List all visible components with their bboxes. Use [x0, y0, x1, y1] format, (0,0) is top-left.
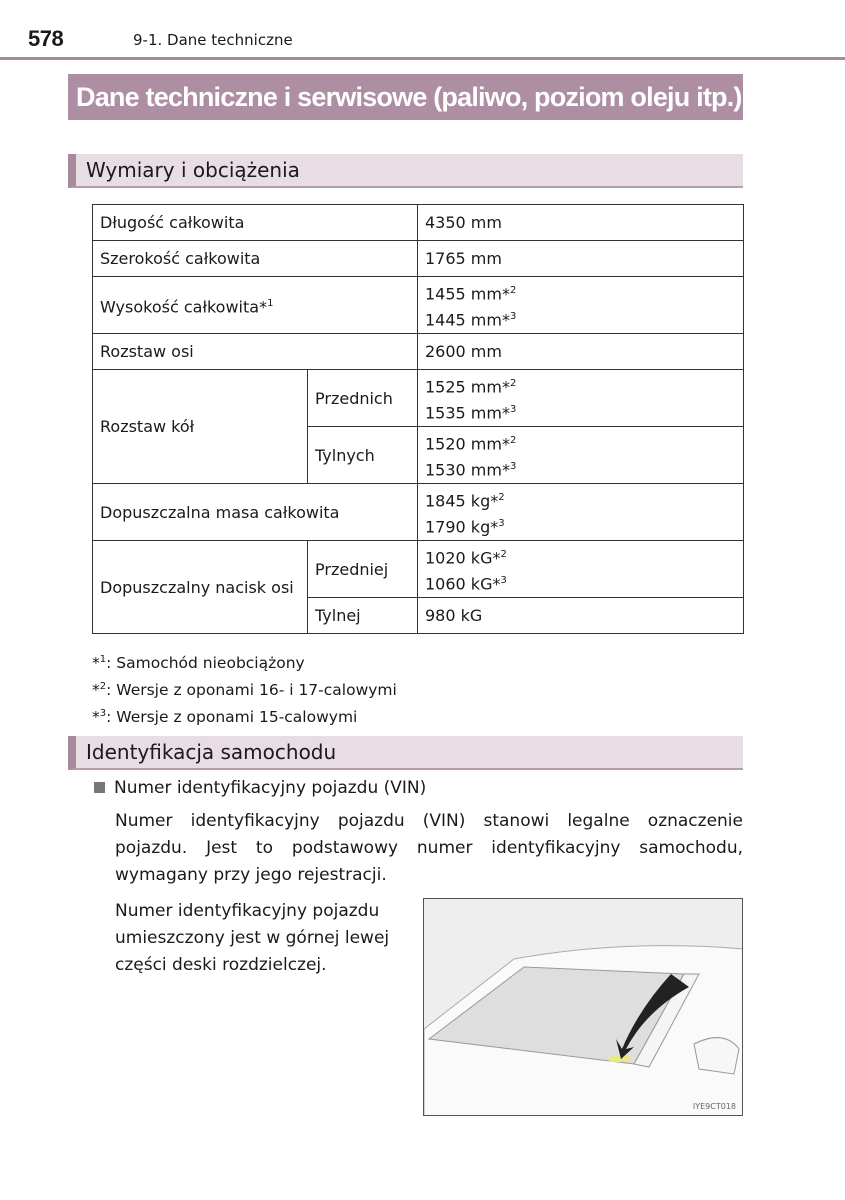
cell-value: 1845 kg*$^2$ 1790 kg*$^3$	[418, 484, 744, 541]
cell-value: 1520 mm*$^2$ 1530 mm*$^3$	[418, 427, 744, 484]
cell-value: 980 kG	[418, 598, 744, 634]
vin-paragraph: Numer identyfikacyjny pojazdu (VIN) stanowi legalne oznaczenie pojazdu. Jest to podstawowy numer identyfikacyjny samochodu, wymagany przy jego rejestracji.	[115, 811, 743, 885]
vin-plate	[609, 1056, 629, 1062]
footnote: *$^1$: Samochód nieobciążony	[92, 654, 305, 673]
cell-value: 1020 kG*$^2$ 1060 kG*$^3$	[418, 541, 744, 598]
footnote: *$^3$: Wersje z oponami 15-calowymi	[92, 708, 358, 727]
subheading-vin: Numer identyfikacyjny pojazdu (VIN)	[94, 778, 426, 798]
section-heading-identification: Identyfikacja samochodu	[68, 736, 743, 770]
cell-label: Rozstaw osi	[93, 334, 418, 370]
vin-location-illustration	[423, 898, 743, 1116]
cell-label: Szerokość całkowita	[93, 241, 418, 277]
section-heading-dimensions: Wymiary i obciążenia	[68, 154, 743, 188]
footnotes	[92, 648, 397, 729]
cell-value: 1525 mm*$^2$ 1535 mm*$^3$	[418, 370, 744, 427]
cell-sublabel: Tylnej	[308, 598, 418, 634]
cell-value: 1455 mm*$^2$ 1445 mm*$^3$	[418, 277, 744, 334]
cell-label: Rozstaw kół	[93, 370, 308, 484]
footnote: *$^2$: Wersje z oponami 16- i 17-calowymi	[92, 681, 397, 700]
cell-label: Długość całkowita	[93, 205, 418, 241]
cell-sublabel: Tylnych	[308, 427, 418, 484]
square-bullet-icon	[94, 782, 105, 793]
cell-value: 4350 mm	[418, 205, 744, 241]
cell-value: 2600 mm	[418, 334, 744, 370]
cell-label: Dopuszczalna masa całkowita	[93, 484, 418, 541]
car-windshield-drawing	[424, 899, 743, 1116]
image-code: IYE9CT018	[692, 1102, 736, 1111]
dimensions-table	[92, 204, 744, 634]
chapter-title: 9-1. Dane techniczne	[133, 31, 293, 49]
cell-sublabel: Przedniej	[308, 541, 418, 598]
page-title: Dane techniczne i serwisowe (paliwo, poziom oleju itp.)	[68, 74, 743, 120]
cell-label: Wysokość całkowita*$^1$	[93, 277, 418, 334]
header-divider	[0, 57, 845, 60]
cell-label: Dopuszczalny nacisk osi	[93, 541, 308, 634]
vin-location-paragraph: Numer identyfikacyjny pojazdu umieszczony jest w górnej lewej części deski rozdzielczej.	[115, 901, 390, 975]
cell-sublabel: Przednich	[308, 370, 418, 427]
cell-value: 1765 mm	[418, 241, 744, 277]
page-number: 578	[28, 26, 64, 51]
